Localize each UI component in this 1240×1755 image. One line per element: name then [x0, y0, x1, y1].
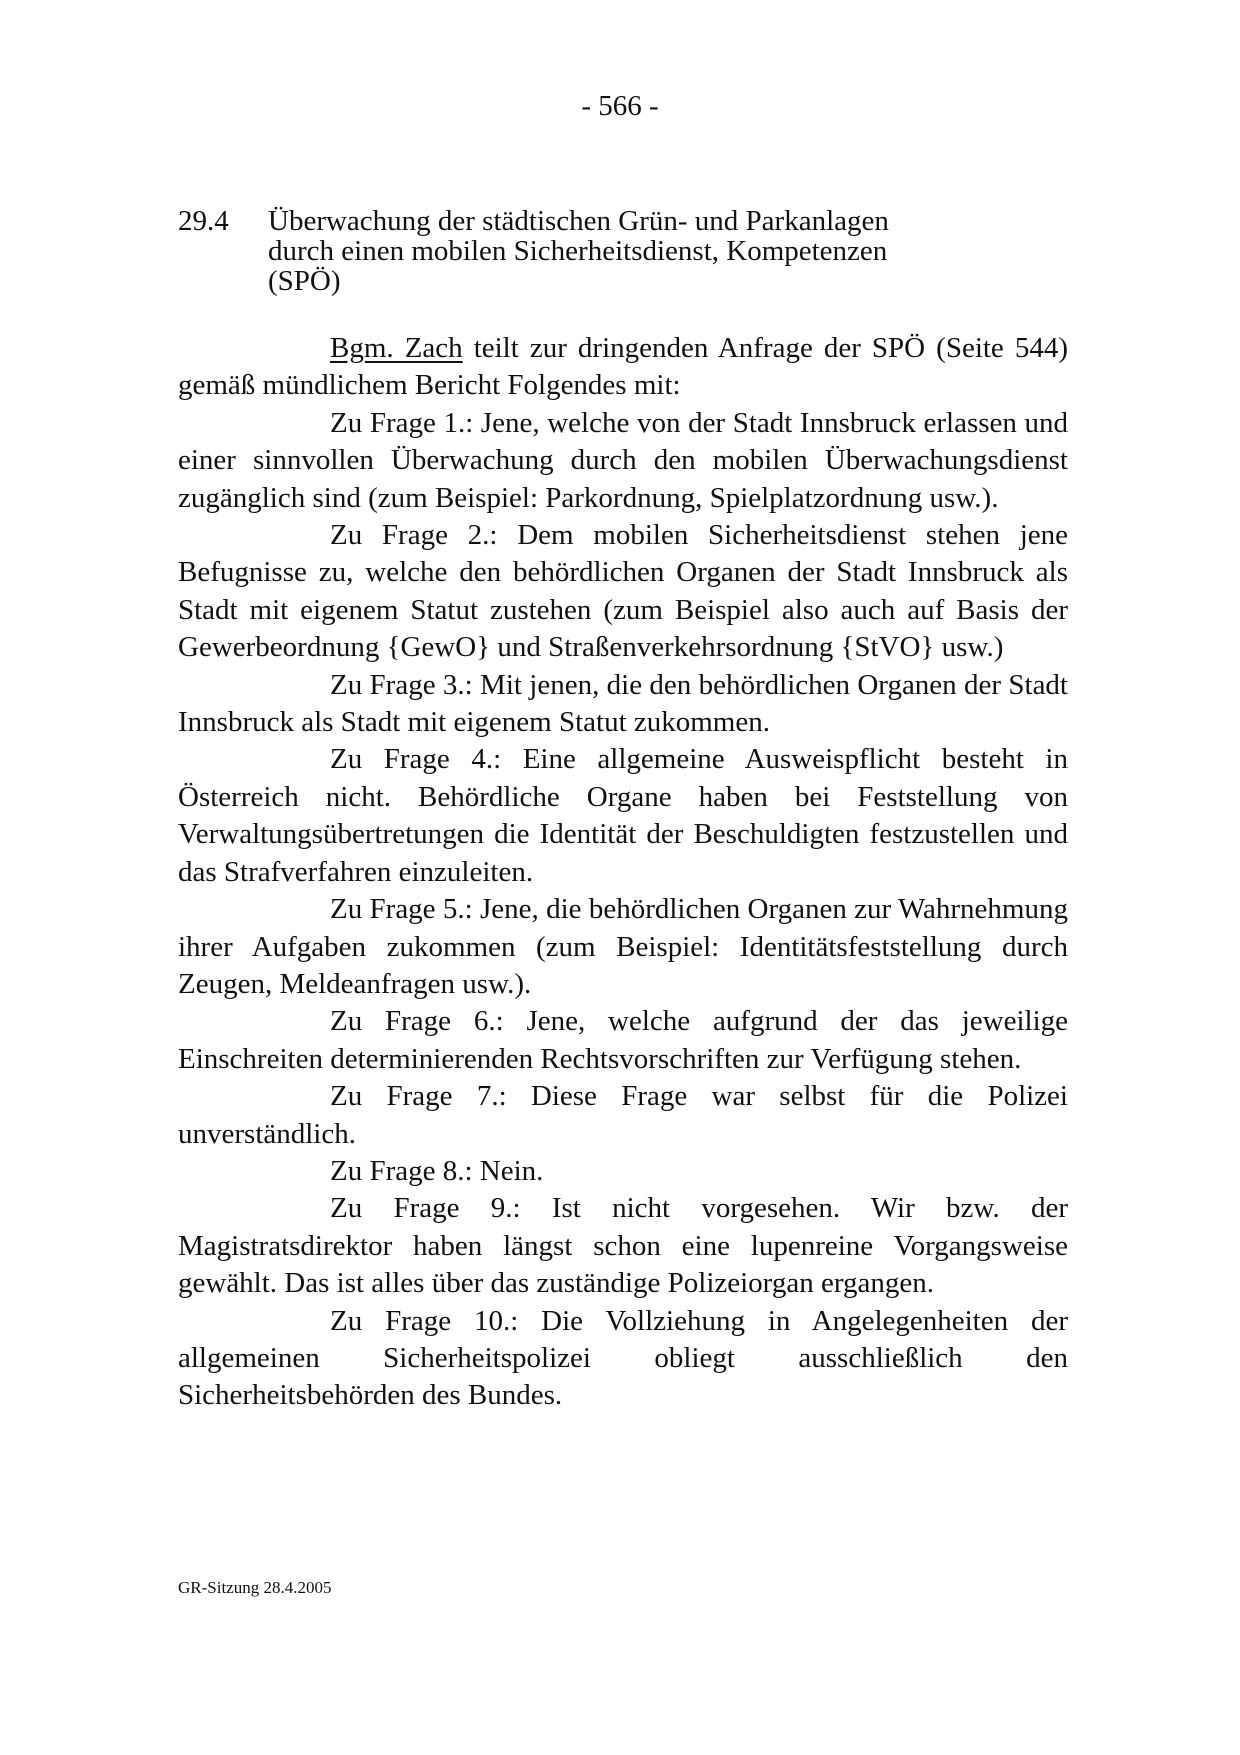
answer-paragraph-3: Zu Frage 3.: Mit jenen, die den behördlichen Organen der Stadt Innsbruck als Stadt mit eigenem Statut zukommen.: [178, 668, 1068, 739]
section-title-line: Überwachung der städtischen Grün- und Parkanlagen: [268, 205, 889, 237]
answer-paragraph-9: Zu Frage 9.: Ist nicht vorgesehen. Wir bzw. der Magistratsdirektor haben längst schon eine lupenreine Vorgangsweise gewählt. Das ist alles über das zuständige Polizeiorgan ergangen.: [178, 1192, 1068, 1300]
answer-paragraph-10: Zu Frage 10.: Die Vollziehung in Angelegenheiten der allgemeinen Sicherheitspolizei obliegt ausschließlich den Sicherheitsbehörden des Bundes.: [178, 1304, 1068, 1412]
speaker-name: Bgm. Zach: [330, 332, 463, 364]
answer-paragraph-1: Zu Frage 1.: Jene, welche von der Stadt Innsbruck erlassen und einer sinnvollen Überwachung durch den mobilen Überwachungsdienst zugänglich sind (zum Beispiel: Parkordnung, Spielplatzordnung usw.).: [178, 406, 1068, 514]
section-title-line: (SPÖ): [268, 265, 341, 297]
answer-paragraph-7: Zu Frage 7.: Diese Frage war selbst für die Polizei unverständlich.: [178, 1080, 1068, 1150]
section-number: 29.4: [178, 205, 229, 237]
answer-paragraph-6: Zu Frage 6.: Jene, welche aufgrund der das jeweilige Einschreiten determinierenden Rechtsvorschriften zur Verfügung stehen.: [178, 1005, 1068, 1075]
page-number: - 566 -: [581, 90, 659, 122]
intro-paragraph: [178, 330, 1068, 405]
answer-paragraph-2: Zu Frage 2.: Dem mobilen Sicherheitsdienst stehen jene Befugnisse zu, welche den behördlichen Organen der Stadt Innsbruck als Stadt mit eigenem Statut zustehen (zum Beispiel also auch auf Basis der Gewerbeordnung {GewO} und Straßenverkehrsordnung {StVO} usw.): [178, 519, 1068, 664]
page-footer: GR-Sitzung 28.4.2005: [178, 1578, 332, 1597]
answer-paragraph-5: Zu Frage 5.: Jene, die behördlichen Organen zur Wahrnehmung ihrer Aufgaben zukommen (zum Beispiel: Identitätsfeststellung durch Zeugen, Meldeanfragen usw.).: [178, 893, 1068, 1000]
section-title: [268, 206, 1078, 296]
document-body: [178, 330, 1068, 1415]
section-title-line: durch einen mobilen Sicherheitsdienst, Kompetenzen: [268, 235, 888, 267]
answer-paragraph-8: Zu Frage 8.: Nein.: [330, 1154, 544, 1187]
intro-text: teilt zur dringenden Anfrage der SPÖ (Seite 544) gemäß mündlichem Bericht Folgendes mit:: [178, 332, 1069, 402]
answer-paragraph-4: Zu Frage 4.: Eine allgemeine Ausweispflicht besteht in Österreich nicht. Behördliche Organe haben bei Feststellung von Verwaltungsübertretungen die Identität der Beschuldigten festzustellen und das Strafverfahren einzuleiten.: [178, 743, 1068, 888]
